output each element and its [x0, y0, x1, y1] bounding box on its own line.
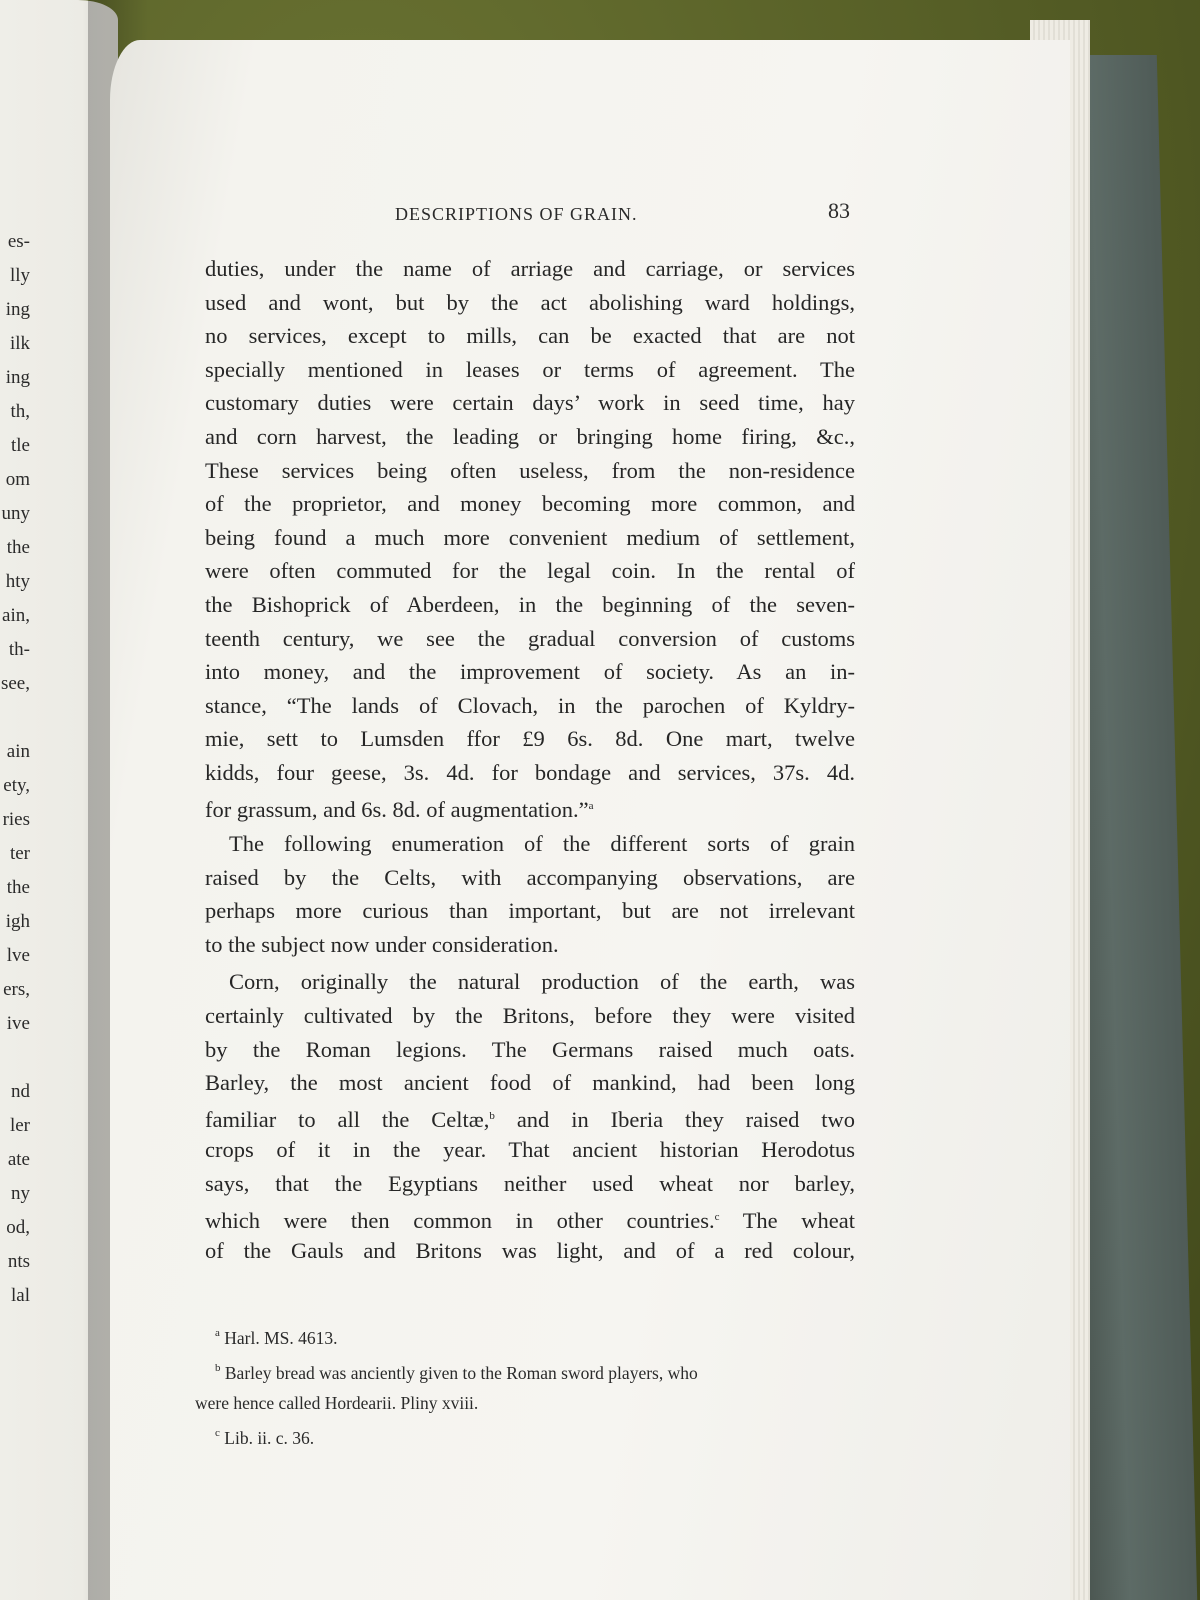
left-page-fragment: ilk	[9, 333, 30, 354]
footnote	[195, 1318, 875, 1353]
text-line-content: which were then common in other countries.	[205, 1207, 715, 1233]
text-line: Barley, the most ancient food of mankind, had been long	[205, 1070, 855, 1096]
left-page-fragment: ny	[11, 1183, 30, 1204]
footnote-text: Harl. MS. 4613.	[224, 1328, 338, 1348]
text-line: and corn harvest, the leading or bringing home firing, &c.,	[205, 423, 855, 449]
footnote-continuation	[195, 1388, 875, 1418]
left-page-fragment: ler	[9, 1115, 30, 1136]
text-line: stance, “The lands of Clovach, in the parochen of Kyldry-	[205, 692, 855, 718]
text-line: specially mentioned in leases or terms of agreement. The	[205, 356, 855, 382]
footnote-text: were hence called Hordearii. Pliny xviii.	[195, 1393, 479, 1413]
text-line: no services, except to mills, can be exacted that are not	[205, 323, 855, 349]
left-page-fragment: ety,	[3, 775, 30, 796]
left-page-fragment: lve	[6, 945, 30, 966]
left-page-fragment	[0, 701, 30, 735]
footnote-marker: b	[489, 1109, 495, 1122]
page-number: 83	[828, 198, 850, 223]
footnote-text: Lib. ii. c. 36.	[224, 1428, 315, 1448]
text-line: mie, sett to Lumsden ffor £9 6s. 8d. One mart, twelve	[205, 726, 855, 752]
text-line: certainly cultivated by the Britons, before they were visited	[205, 1003, 855, 1029]
text-line: customary duties were certain days’ work in seed time, hay	[205, 390, 855, 416]
left-page-fragment: lal	[11, 1285, 30, 1306]
left-page-fragment: th-	[8, 639, 30, 660]
left-page-fragment: igh	[5, 911, 30, 932]
text-line: Corn, originally the natural production of the earth, was	[229, 969, 855, 995]
footnote-marker: b	[215, 1362, 221, 1374]
running-title: DESCRIPTIONS OF GRAIN.	[395, 204, 638, 224]
left-page-fragment: ate	[7, 1149, 30, 1170]
left-page-fragment: the	[6, 877, 30, 898]
text-line: says, that the Egyptians neither used wheat nor barley,	[205, 1171, 855, 1197]
left-page-fragment: ain,	[2, 605, 30, 626]
left-page-fragment: es-	[7, 231, 30, 252]
left-page-fragment: ain	[6, 741, 30, 762]
left-page-fragment: ers,	[3, 979, 30, 1000]
text-line	[205, 1100, 855, 1134]
body-text	[205, 252, 855, 1268]
footnote-marker: c	[215, 1427, 220, 1439]
footnotes	[195, 1318, 875, 1453]
left-page-fragment: om	[5, 469, 30, 490]
text-line: of the proprietor, and money becoming more common, and	[205, 491, 855, 517]
text-line: teenth century, we see the gradual conversion of customs	[205, 625, 855, 651]
left-page-fragment: lly	[9, 265, 30, 286]
text-line: The following enumeration of the different sorts of grain	[229, 831, 855, 857]
text-line-content: for grassum, and 6s. 8d. of augmentation.”	[205, 796, 589, 822]
left-page-fragment: the	[6, 537, 30, 558]
text-line	[205, 790, 855, 824]
text-line: being found a much more convenient medium of settlement,	[205, 524, 855, 550]
left-page-fragment: od,	[6, 1217, 30, 1238]
left-page-fragment: ter	[9, 843, 30, 864]
left-page-fragment: ries	[2, 809, 30, 830]
left-page-fragment: nd	[11, 1081, 30, 1102]
footnote-marker: c	[714, 1210, 720, 1223]
text-line: duties, under the name of arriage and carriage, or services	[205, 256, 855, 281]
left-page-fragment	[0, 1041, 30, 1075]
left-page-fragment: uny	[1, 503, 30, 524]
left-page-fragment: tle	[11, 435, 30, 456]
left-page-fragment: ive	[6, 1013, 30, 1034]
text-line-content: and in Iberia they raised two	[494, 1106, 855, 1132]
text-line: kidds, four geese, 3s. 4d. for bondage and services, 37s. 4d.	[205, 759, 855, 785]
left-page-text-fragments	[0, 225, 30, 1313]
footnote	[195, 1418, 875, 1453]
text-line: raised by the Celts, with accompanying observations, are	[205, 864, 855, 890]
text-line	[205, 1201, 855, 1235]
left-page-fragment: th,	[10, 401, 30, 422]
text-line: These services being often useless, from the non-residence	[205, 457, 855, 483]
left-page-fragment: hty	[5, 571, 30, 592]
text-line: by the Roman legions. The Germans raised much oats.	[205, 1036, 855, 1062]
text-line: the Bishoprick of Aberdeen, in the beginning of the seven-	[205, 591, 855, 617]
text-line-content: familiar to all the Celtæ,	[205, 1106, 490, 1132]
text-line: were often commuted for the legal coin. In the rental of	[205, 558, 855, 584]
text-line: of the Gauls and Britons was light, and of a red colour,	[205, 1238, 855, 1264]
footnote-marker: a	[215, 1327, 220, 1339]
text-line: into money, and the improvement of society. As an in-	[205, 659, 855, 685]
left-page-fragment: nts	[7, 1251, 30, 1272]
text-line: to the subject now under consideration.	[205, 931, 559, 957]
text-line: perhaps more curious than important, but are not irrelevant	[205, 898, 855, 924]
left-page-fragment: ing	[5, 367, 30, 388]
left-page-fragment: see,	[0, 673, 30, 694]
footnote	[195, 1353, 875, 1388]
footnote-marker: a	[588, 799, 594, 812]
footnote-text: Barley bread was anciently given to the Roman sword players, who	[224, 1363, 698, 1383]
page-header	[395, 198, 850, 228]
text-line: used and wont, but by the act abolishing ward holdings,	[205, 289, 855, 315]
text-line-content: The wheat	[719, 1207, 855, 1233]
left-page-fragment: ing	[5, 299, 30, 320]
text-line: crops of it in the year. That ancient historian Herodotus	[205, 1137, 855, 1163]
